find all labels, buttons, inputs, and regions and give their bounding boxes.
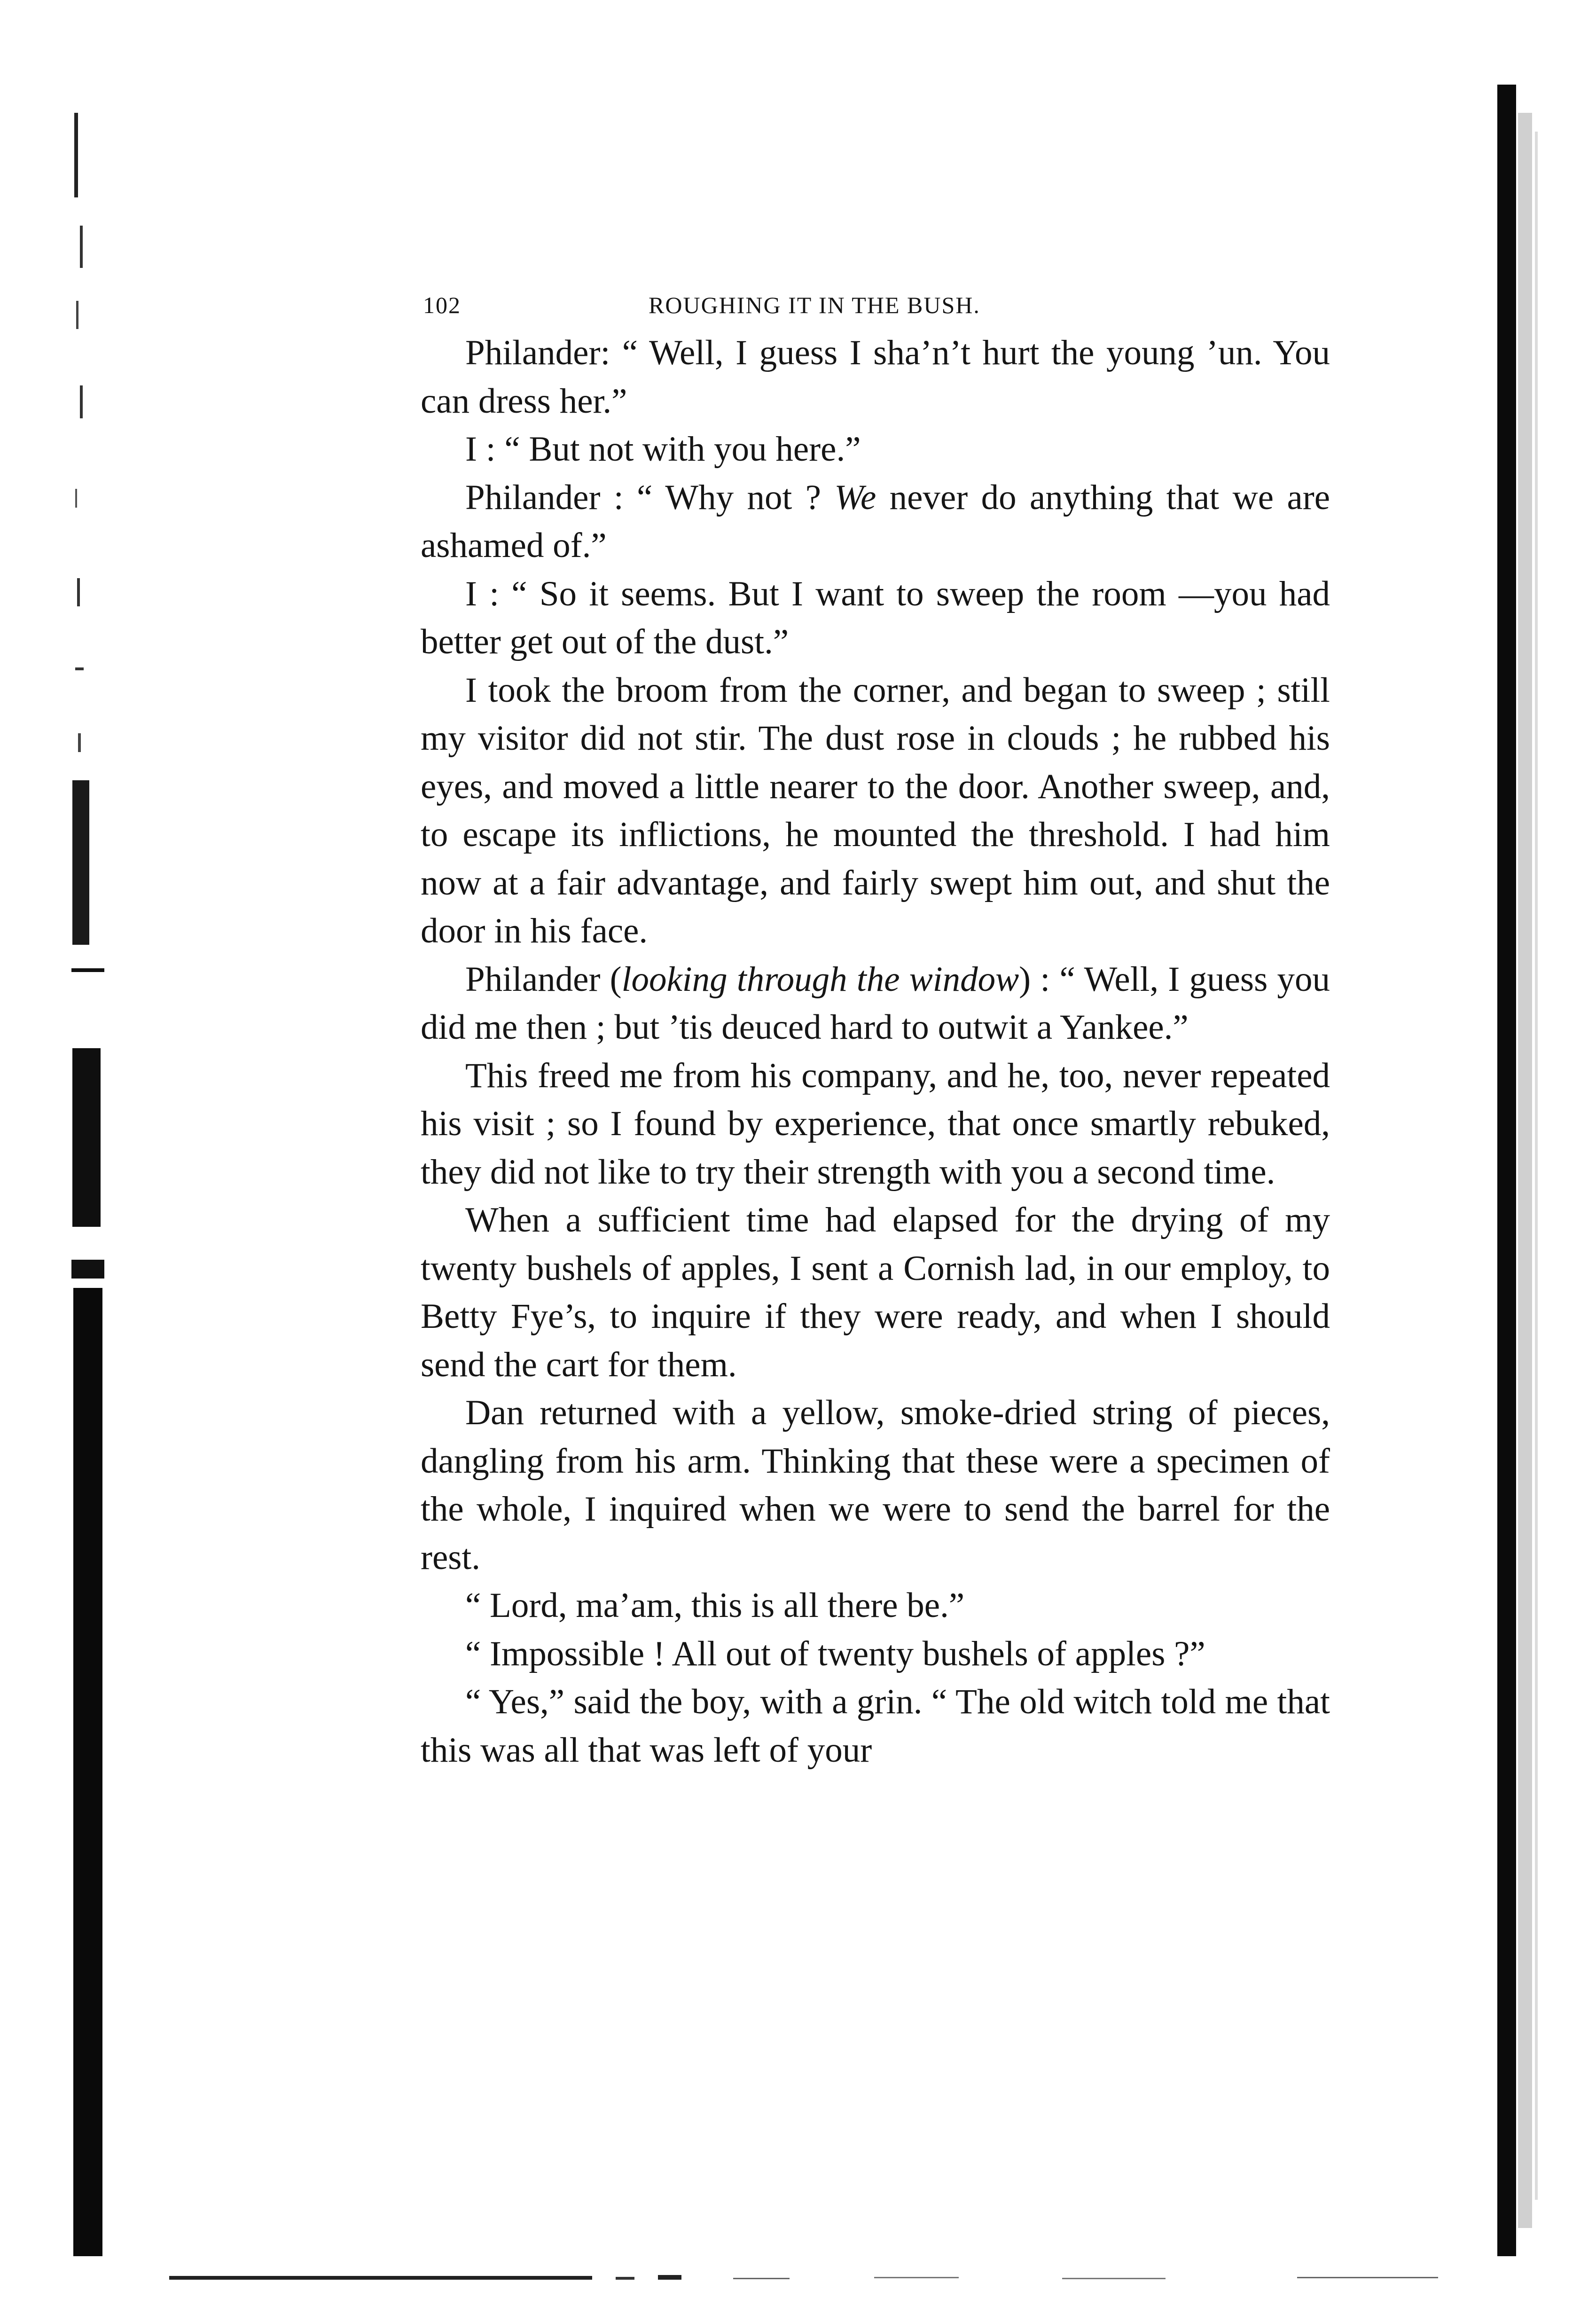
paragraph: I : “ But not with you here.” (465, 430, 861, 469)
body-text (421, 329, 1330, 1774)
paragraph: Philander : “ Why not ? We never do anything that we are ashamed of.” (421, 478, 1330, 565)
scan-bottom-edge-noise (169, 2270, 1532, 2284)
paragraph: I took the broom from the corner, and began to sweep ; still my visitor did not stir. The dust rose in clouds ; he rubbed his eyes, and moved a little nearer to the door. Another sweep, and, to escape its inflictions, he mounted the threshold. I had him now at a fair advantage, and fairly swept him out, and shut the door in his face. (421, 670, 1330, 950)
paragraph: When a sufficient time had elapsed for the drying of my twenty bushels of apples, I sent a Cornish lad, in our employ, to Betty Fye’s, to inquire if they were ready, and when I should send the cart for them. (421, 1200, 1330, 1384)
paragraph: Philander (looking through the window) : “ Well, I guess you did me then ; but ’tis deuced hard to outwit a Yankee.” (421, 959, 1330, 1047)
paragraph: “ Lord, ma’am, this is all there be.” (465, 1586, 965, 1625)
running-header (421, 282, 1330, 329)
paragraph: “ Impossible ! All out of twenty bushels of apples ?” (465, 1634, 1205, 1673)
scan-binding-shadow-left (61, 85, 122, 2266)
paragraph: Dan returned with a yellow, smoke-dried string of pieces, dangling from his arm. Thinking that these were a specimen of the whole, I inquired when we were to send the barrel for the rest. (421, 1393, 1330, 1577)
stage-direction: looking through the window (621, 959, 1019, 999)
scan-binding-shadow-right (1488, 85, 1558, 2256)
italic-emphasis: We (834, 478, 876, 517)
paragraph: I : “ So it seems. But I want to sweep the room —you had better get out of the dust.” (421, 574, 1330, 661)
page-number: 102 (423, 292, 461, 318)
paragraph: Philander: “ Well, I guess I sha’n’t hurt the young ’un. You can dress her.” (421, 333, 1330, 421)
paragraph: “ Yes,” said the boy, with a grin. “ The old witch told me that this was all that was left of your (421, 1682, 1330, 1770)
book-page (421, 282, 1330, 1774)
running-title: ROUGHING IT IN THE BUSH. (649, 292, 980, 318)
paragraph: This freed me from his company, and he, too, never repeated his visit ; so I found by experience, that once smartly rebuked, they did not like to try their strength with you a second time. (421, 1056, 1330, 1192)
